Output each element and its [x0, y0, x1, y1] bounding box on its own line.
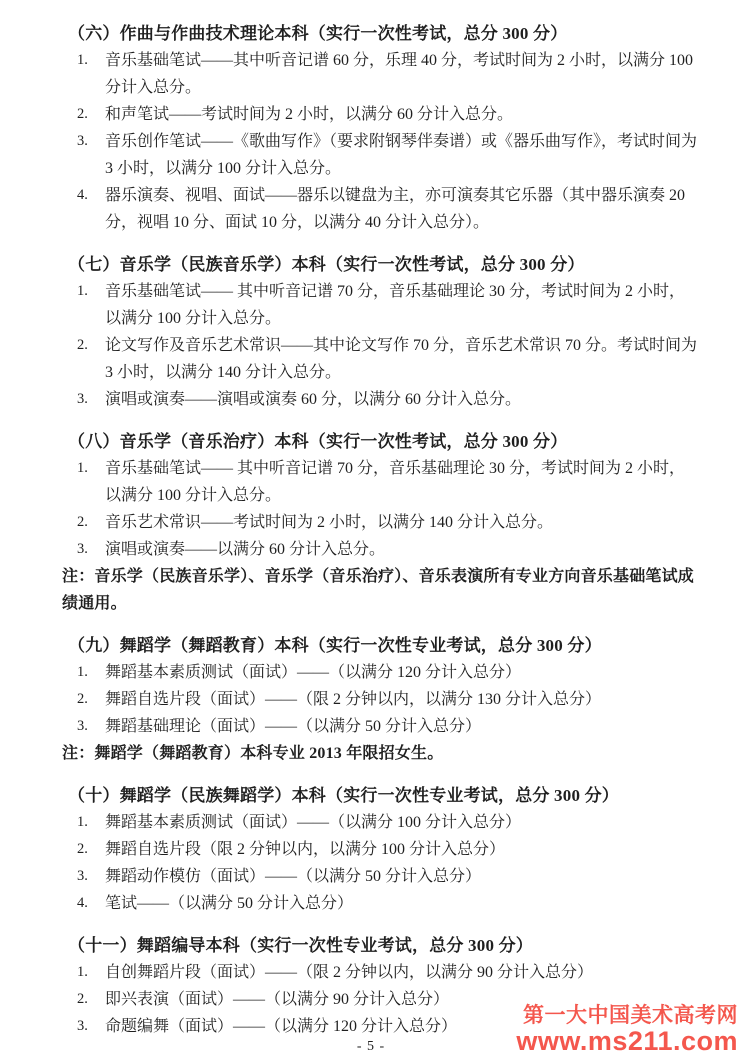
- list-item: [62, 278, 698, 332]
- section-heading: （十）舞蹈学（民族舞蹈学）本科（实行一次性专业考试，总分 300 分）: [68, 786, 619, 805]
- item-number: 3.: [77, 391, 88, 407]
- item-number: 1.: [77, 964, 88, 980]
- list-item: [62, 836, 698, 863]
- section-note: 注：音乐学（民族音乐学）、音乐学（音乐治疗）、音乐表演所有专业方向音乐基础笔试成绩通用。: [62, 568, 695, 612]
- list-item: [62, 332, 698, 386]
- item-text: 舞蹈基础理论（面试）——（以满分 50 分计入总分）: [105, 718, 482, 735]
- item-text: 和声笔试——考试时间为 2 小时，以满分 60 分计入总分。: [105, 106, 514, 123]
- section-4: [62, 632, 698, 767]
- list-item: [62, 863, 698, 890]
- list-item: [62, 686, 698, 713]
- item-number: 4.: [77, 187, 88, 203]
- page-number: - 5 -: [356, 1039, 386, 1054]
- item-text: 音乐基础笔试—— 其中听音记谱 70 分，音乐基础理论 30 分，考试时间为 2 小时，以满分 100 分计入总分。: [105, 460, 686, 504]
- item-number: 2.: [77, 106, 88, 122]
- item-number: 2.: [77, 691, 88, 707]
- watermark-site-url: www.ms211.com: [516, 1026, 738, 1057]
- item-text: 笔试——（以满分 50 分计入总分）: [105, 895, 354, 912]
- item-number: 4.: [77, 895, 88, 911]
- section-heading: （六）作曲与作曲技术理论本科（实行一次性考试，总分 300 分）: [68, 24, 568, 43]
- item-text: 论文写作及音乐艺术常识——其中论文写作 70 分，音乐艺术常识 70 分。考试时间为 3 小时，以满分 140 分计入总分。: [105, 337, 698, 381]
- item-text: 舞蹈动作模仿（面试）——（以满分 50 分计入总分）: [105, 868, 482, 885]
- item-text: 舞蹈自选片段（限 2 分钟以内，以满分 100 分计入总分）: [105, 841, 506, 858]
- section-3: [62, 428, 698, 617]
- section-1: [62, 20, 698, 236]
- list-item: [62, 47, 698, 101]
- list-item: [62, 386, 698, 413]
- item-text: 演唱或演奏——演唱或演奏 60 分，以满分 60 分计入总分。: [105, 391, 522, 408]
- list-item: [62, 890, 698, 917]
- item-text: 音乐基础笔试—— 其中听音记谱 70 分，音乐基础理论 30 分，考试时间为 2 小时，以满分 100 分计入总分。: [105, 283, 686, 327]
- item-text: 音乐基础笔试——其中听音记谱 60 分，乐理 40 分，考试时间为 2 小时，以满分 100 分计入总分。: [105, 52, 694, 96]
- section-heading: （七）音乐学（民族音乐学）本科（实行一次性考试，总分 300 分）: [68, 255, 585, 274]
- item-text: 音乐创作笔试——《歌曲写作》（要求附钢琴伴奏谱）或《器乐曲写作》，考试时间为 3 小时，以满分 100 分计入总分。: [105, 133, 698, 177]
- section-heading: （八）音乐学（音乐治疗）本科（实行一次性考试，总分 300 分）: [68, 432, 568, 451]
- item-text: 音乐艺术常识——考试时间为 2 小时，以满分 140 分计入总分。: [105, 514, 554, 531]
- section-note: 注：舞蹈学（舞蹈教育）本科专业 2013 年限招女生。: [62, 745, 444, 762]
- item-number: 2.: [77, 841, 88, 857]
- item-number: 3.: [77, 1018, 88, 1034]
- list-item: [62, 182, 698, 236]
- item-text: 即兴表演（面试）——（以满分 90 分计入总分）: [105, 991, 450, 1008]
- list-item: [62, 659, 698, 686]
- item-number: 2.: [77, 514, 88, 530]
- list-item: [62, 101, 698, 128]
- section-heading: （九）舞蹈学（舞蹈教育）本科（实行一次性专业考试，总分 300 分）: [68, 636, 602, 655]
- item-number: 2.: [77, 991, 88, 1007]
- list-item: [62, 509, 698, 536]
- list-item: [62, 809, 698, 836]
- section-5: [62, 782, 698, 917]
- watermark-site-name: 第一大中国美术高考网: [523, 1004, 738, 1028]
- item-number: 1.: [77, 814, 88, 830]
- item-number: 3.: [77, 868, 88, 884]
- item-number: 2.: [77, 337, 88, 353]
- item-number: 1.: [77, 52, 88, 68]
- item-number: 3.: [77, 541, 88, 557]
- item-number: 1.: [77, 283, 88, 299]
- item-number: 3.: [77, 718, 88, 734]
- list-item: [62, 128, 698, 182]
- item-number: 1.: [77, 460, 88, 476]
- list-item: [62, 713, 698, 740]
- document-body: [62, 20, 698, 1055]
- item-text: 舞蹈基本素质测试（面试）——（以满分 120 分计入总分）: [105, 664, 522, 681]
- list-item: [62, 455, 698, 509]
- item-text: 命题编舞（面试）——（以满分 120 分计入总分）: [105, 1018, 458, 1035]
- item-text: 舞蹈基本素质测试（面试）——（以满分 100 分计入总分）: [105, 814, 522, 831]
- item-text: 自创舞蹈片段（面试）——（限 2 分钟以内，以满分 90 分计入总分）: [105, 964, 594, 981]
- list-item: [62, 536, 698, 563]
- section-2: [62, 251, 698, 413]
- item-number: 3.: [77, 133, 88, 149]
- item-text: 器乐演奏、视唱、面试——器乐以键盘为主，亦可演奏其它乐器（其中器乐演奏 20 分，视唱 10 分、面试 10 分，以满分 40 分计入总分）。: [105, 187, 686, 231]
- section-heading: （十一）舞蹈编导本科（实行一次性专业考试，总分 300 分）: [68, 936, 533, 955]
- item-text: 演唱或演奏——以满分 60 分计入总分。: [105, 541, 386, 558]
- list-item: [62, 959, 698, 986]
- item-text: 舞蹈自选片段（面试）——（限 2 分钟以内，以满分 130 分计入总分）: [105, 691, 602, 708]
- item-number: 1.: [77, 664, 88, 680]
